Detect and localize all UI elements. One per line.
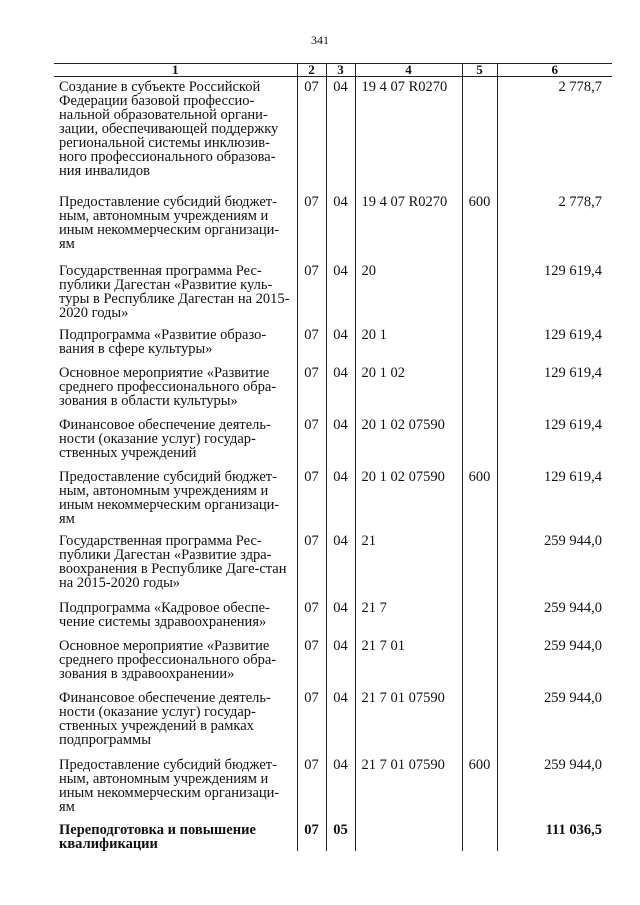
expense-type-code [462,688,497,755]
table-row [54,467,612,531]
item-name: Основное мероприятие «Развитие среднего профессионального обра-зования в области культуры» [54,363,297,415]
section-code: 07 [297,77,326,192]
column-header-3: 3 [326,64,355,77]
amount: 2 778,7 [497,192,612,261]
amount: 129 619,4 [497,261,612,325]
table-row [54,598,612,636]
item-name: Создание в субъекте Российской Федерации базовой профессио-нальной образовательной органи-зации, обеспечивающей поддержку региональной системы инклюзив-ного профессионального образова-ния инвалидов [54,77,297,192]
table-row [54,531,612,598]
section-code: 07 [297,363,326,415]
table-row [54,415,612,467]
amount: 259 944,0 [497,598,612,636]
table-row [54,820,612,851]
expense-type-code [462,415,497,467]
target-article-code: 20 1 02 [355,363,462,415]
expense-type-code [462,598,497,636]
subsection-code: 04 [326,192,355,261]
expense-type-code: 600 [462,192,497,261]
amount: 111 036,5 [497,820,612,851]
column-header-1: 1 [54,64,297,77]
subsection-code: 04 [326,261,355,325]
item-name: Государственная программа Рес-публики Дагестан «Развитие здра-воохранения в Республике Даге-стан на 2015-2020 годы» [54,531,297,598]
section-code: 07 [297,415,326,467]
item-name: Подпрограмма «Развитие образо-вания в сфере культуры» [54,325,297,363]
amount: 129 619,4 [497,415,612,467]
item-name: Основное мероприятие «Развитие среднего профессионального обра-зования в здравоохранении» [54,636,297,688]
expense-type-code [462,363,497,415]
item-name: Предоставление субсидий бюджет-ным, автономным учреждениям и иным некоммерческим организаци-ям [54,192,297,261]
amount: 259 944,0 [497,636,612,688]
section-code: 07 [297,467,326,531]
item-name: Подпрограмма «Кадровое обеспе-чение системы здравоохранения» [54,598,297,636]
expense-type-code: 600 [462,467,497,531]
table-header-row [54,64,612,77]
target-article-code: 21 7 01 07590 [355,688,462,755]
amount: 259 944,0 [497,688,612,755]
budget-table [54,63,612,851]
subsection-code: 04 [326,636,355,688]
page-number: 341 [311,33,329,47]
item-name: Государственная программа Рес-публики Дагестан «Развитие куль-туры в Республике Дагестан на 2015-2020 годы» [54,261,297,325]
subsection-code: 04 [326,531,355,598]
target-article-code: 20 1 [355,325,462,363]
table-row [54,261,612,325]
section-code: 07 [297,755,326,820]
column-header-6: 6 [497,64,612,77]
subsection-code: 04 [326,467,355,531]
table-row [54,192,612,261]
target-article-code [355,820,462,851]
subsection-code: 04 [326,325,355,363]
subsection-code: 04 [326,688,355,755]
target-article-code: 19 4 07 R0270 [355,77,462,192]
section-code: 07 [297,636,326,688]
expense-type-code [462,636,497,688]
subsection-code: 04 [326,755,355,820]
target-article-code: 20 1 02 07590 [355,467,462,531]
table-row [54,325,612,363]
subsection-code: 04 [326,415,355,467]
table-row [54,77,612,192]
subsection-code: 04 [326,598,355,636]
target-article-code: 21 7 01 [355,636,462,688]
target-article-code: 20 1 02 07590 [355,415,462,467]
amount: 2 778,7 [497,77,612,192]
table-row [54,363,612,415]
section-code: 07 [297,820,326,851]
expense-type-code [462,820,497,851]
target-article-code: 19 4 07 R0270 [355,192,462,261]
column-header-5: 5 [462,64,497,77]
amount: 129 619,4 [497,325,612,363]
section-code: 07 [297,688,326,755]
section-code: 07 [297,598,326,636]
section-code: 07 [297,261,326,325]
amount: 259 944,0 [497,755,612,820]
column-header-2: 2 [297,64,326,77]
table-row [54,688,612,755]
target-article-code: 21 [355,531,462,598]
amount: 129 619,4 [497,467,612,531]
amount: 259 944,0 [497,531,612,598]
expense-type-code: 600 [462,755,497,820]
table-row [54,636,612,688]
amount: 129 619,4 [497,363,612,415]
section-code: 07 [297,192,326,261]
item-name: Предоставление субсидий бюджет-ным, автономным учреждениям и иным некоммерческим организаци-ям [54,467,297,531]
item-name: Переподготовка и повышение квалификации [54,820,297,851]
expense-type-code [462,531,497,598]
target-article-code: 21 7 [355,598,462,636]
item-name: Финансовое обеспечение деятель-ности (оказание услуг) государ-ственных учреждений в рамках подпрограммы [54,688,297,755]
table-row [54,755,612,820]
target-article-code: 20 [355,261,462,325]
item-name: Финансовое обеспечение деятель-ности (оказание услуг) государ-ственных учреждений [54,415,297,467]
expense-type-code [462,325,497,363]
subsection-code: 05 [326,820,355,851]
subsection-code: 04 [326,77,355,192]
column-header-4: 4 [355,64,462,77]
section-code: 07 [297,325,326,363]
expense-type-code [462,77,497,192]
item-name: Предоставление субсидий бюджет-ным, автономным учреждениям и иным некоммерческим организаци-ям [54,755,297,820]
subsection-code: 04 [326,363,355,415]
section-code: 07 [297,531,326,598]
target-article-code: 21 7 01 07590 [355,755,462,820]
expense-type-code [462,261,497,325]
